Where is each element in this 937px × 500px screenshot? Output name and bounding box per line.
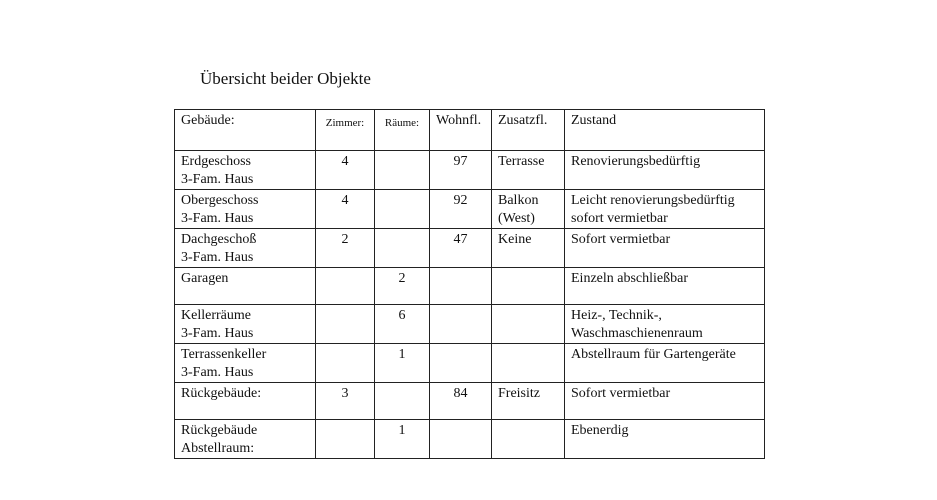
cell-gebaeude-line: Kellerräume <box>181 308 251 323</box>
table-row <box>175 344 765 383</box>
cell-gebaeude <box>175 344 316 383</box>
cell-gebaeude <box>175 151 316 190</box>
cell-gebaeude-line: 3-Fam. Haus <box>181 365 254 380</box>
cell-zustand-line: Abstellraum für Gartengeräte <box>571 347 736 362</box>
cell-zustand <box>565 344 765 383</box>
cell-raeume <box>375 383 430 420</box>
cell-raeume: 6 <box>375 305 430 344</box>
cell-gebaeude-line: Abstellraum: <box>181 441 255 456</box>
cell-zimmer: 2 <box>316 229 375 268</box>
header-zustand: Zustand <box>565 110 765 151</box>
cell-zustand-line: Waschmaschienenraum <box>571 326 703 341</box>
header-raeume: Räume: <box>375 110 430 151</box>
table-row <box>175 190 765 229</box>
cell-zimmer: 4 <box>316 151 375 190</box>
cell-wohnflaeche <box>430 420 492 459</box>
cell-zustand-line: Heiz-, Technik-, <box>571 308 662 323</box>
cell-zustand-line: Sofort vermietbar <box>571 232 671 247</box>
cell-raeume <box>375 190 430 229</box>
cell-zusatzflaeche-line: Freisitz <box>498 386 540 401</box>
cell-gebaeude <box>175 420 316 459</box>
cell-zimmer: 4 <box>316 190 375 229</box>
cell-zusatzflaeche <box>492 151 565 190</box>
table-row <box>175 305 765 344</box>
cell-zusatzflaeche <box>492 420 565 459</box>
cell-wohnflaeche: 84 <box>430 383 492 420</box>
cell-gebaeude-line: Rückgebäude <box>181 423 258 438</box>
table-row <box>175 420 765 459</box>
cell-zimmer <box>316 344 375 383</box>
cell-zusatzflaeche-line: Balkon <box>498 193 539 208</box>
cell-zusatzflaeche <box>492 229 565 268</box>
cell-gebaeude-line: 3-Fam. Haus <box>181 172 254 187</box>
cell-gebaeude <box>175 268 316 305</box>
cell-zustand-line: Renovierungsbedürftig <box>571 154 701 169</box>
cell-gebaeude-line: Erdgeschoss <box>181 154 251 169</box>
cell-zustand-line: sofort vermietbar <box>571 211 668 226</box>
cell-gebaeude <box>175 383 316 420</box>
cell-gebaeude-line: Terrassenkeller <box>181 347 267 362</box>
cell-wohnflaeche: 97 <box>430 151 492 190</box>
cell-zusatzflaeche <box>492 305 565 344</box>
cell-zustand-line: Leicht renovierungsbedürftig <box>571 193 735 208</box>
cell-zustand-line: Sofort vermietbar <box>571 386 671 401</box>
cell-zustand <box>565 268 765 305</box>
cell-raeume: 2 <box>375 268 430 305</box>
header-zimmer: Zimmer: <box>316 110 375 151</box>
cell-wohnflaeche: 47 <box>430 229 492 268</box>
cell-zustand <box>565 420 765 459</box>
cell-raeume <box>375 229 430 268</box>
header-gebaeude: Gebäude: <box>175 110 316 151</box>
cell-gebaeude-line: Garagen <box>181 271 229 286</box>
cell-gebaeude-line: 3-Fam. Haus <box>181 250 254 265</box>
cell-gebaeude-line: Obergeschoss <box>181 193 259 208</box>
cell-zusatzflaeche <box>492 344 565 383</box>
cell-raeume: 1 <box>375 344 430 383</box>
cell-wohnflaeche: 92 <box>430 190 492 229</box>
cell-gebaeude <box>175 305 316 344</box>
table-body <box>175 151 765 459</box>
cell-gebaeude-line: 3-Fam. Haus <box>181 211 254 226</box>
cell-zustand <box>565 229 765 268</box>
table-row <box>175 383 765 420</box>
table-row <box>175 268 765 305</box>
table-row <box>175 229 765 268</box>
cell-wohnflaeche <box>430 344 492 383</box>
cell-gebaeude <box>175 229 316 268</box>
header-zusatzflaeche: Zusatzfl. <box>492 110 565 151</box>
table-row <box>175 151 765 190</box>
cell-zusatzflaeche-line: (West) <box>498 211 535 226</box>
cell-wohnflaeche <box>430 268 492 305</box>
cell-zusatzflaeche-line: Keine <box>498 232 532 247</box>
document-title: Übersicht beider Objekte <box>200 69 371 88</box>
cell-zusatzflaeche <box>492 268 565 305</box>
cell-zimmer <box>316 305 375 344</box>
cell-raeume <box>375 151 430 190</box>
cell-gebaeude-line: Dachgeschoß <box>181 232 257 247</box>
cell-zustand-line: Einzeln abschließbar <box>571 271 689 286</box>
header-wohnflaeche: Wohnfl. <box>430 110 492 151</box>
cell-zusatzflaeche <box>492 383 565 420</box>
cell-zustand <box>565 383 765 420</box>
cell-wohnflaeche <box>430 305 492 344</box>
cell-zustand <box>565 190 765 229</box>
cell-zusatzflaeche <box>492 190 565 229</box>
cell-zimmer <box>316 420 375 459</box>
cell-gebaeude-line: 3-Fam. Haus <box>181 326 254 341</box>
cell-zustand <box>565 305 765 344</box>
cell-zimmer: 3 <box>316 383 375 420</box>
cell-zimmer <box>316 268 375 305</box>
cell-gebaeude <box>175 190 316 229</box>
header-row <box>175 110 765 151</box>
cell-gebaeude-line: Rückgebäude: <box>181 386 262 401</box>
cell-raeume: 1 <box>375 420 430 459</box>
overview-table <box>174 109 765 459</box>
cell-zustand-line: Ebenerdig <box>571 423 629 438</box>
cell-zusatzflaeche-line: Terrasse <box>498 154 545 169</box>
cell-zustand <box>565 151 765 190</box>
